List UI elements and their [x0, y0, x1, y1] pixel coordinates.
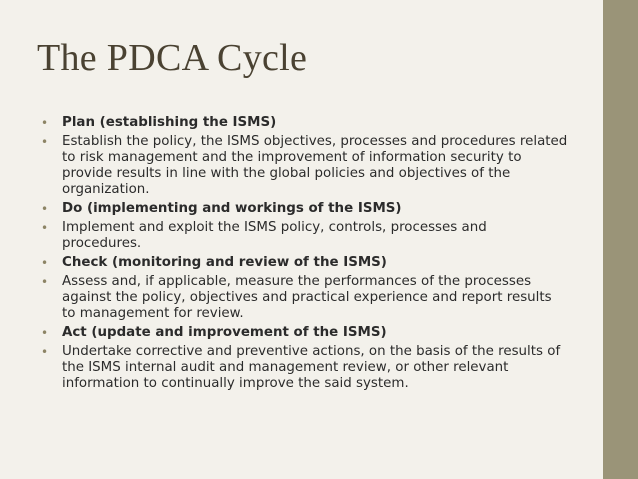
bullet-icon: • — [41, 202, 49, 216]
side-band-edge — [598, 0, 603, 479]
list-item — [38, 274, 568, 322]
list-item — [38, 134, 568, 198]
bullet-icon: • — [41, 345, 49, 359]
bullet-text: Undertake corrective and preventive actions, on the basis of the results of the ISMS internal audit and management review, or other relevant information to continually improve the said system. — [62, 344, 561, 391]
bullet-text: Plan (establishing the ISMS) — [62, 115, 277, 130]
list-item — [38, 115, 568, 131]
list-item — [38, 325, 568, 341]
slide-title: The PDCA Cycle — [37, 37, 308, 79]
list-item — [38, 344, 568, 392]
bullet-icon: • — [41, 256, 49, 270]
bullet-text: Establish the policy, the ISMS objectives, processes and procedures related to risk management and the improvement of information security to provide results in line with the global policies and objectives of the organization. — [62, 134, 568, 197]
bullet-icon: • — [41, 275, 49, 289]
bullet-icon: • — [41, 326, 49, 340]
bullet-icon: • — [41, 221, 49, 235]
bullet-text: Check (monitoring and review of the ISMS) — [62, 255, 387, 270]
list-item — [38, 220, 568, 252]
list-item — [38, 255, 568, 271]
bullet-icon: • — [41, 135, 49, 149]
bullet-list — [38, 115, 568, 395]
bullet-text: Do (implementing and workings of the ISMS) — [62, 201, 402, 216]
bullet-text: Assess and, if applicable, measure the performances of the processes against the policy, objectives and practical experience and report results to management for review. — [62, 274, 552, 321]
list-item — [38, 201, 568, 217]
bullet-text: Implement and exploit the ISMS policy, controls, processes and procedures. — [62, 220, 487, 251]
bullet-text: Act (update and improvement of the ISMS) — [62, 325, 387, 340]
bullet-icon: • — [41, 116, 49, 130]
